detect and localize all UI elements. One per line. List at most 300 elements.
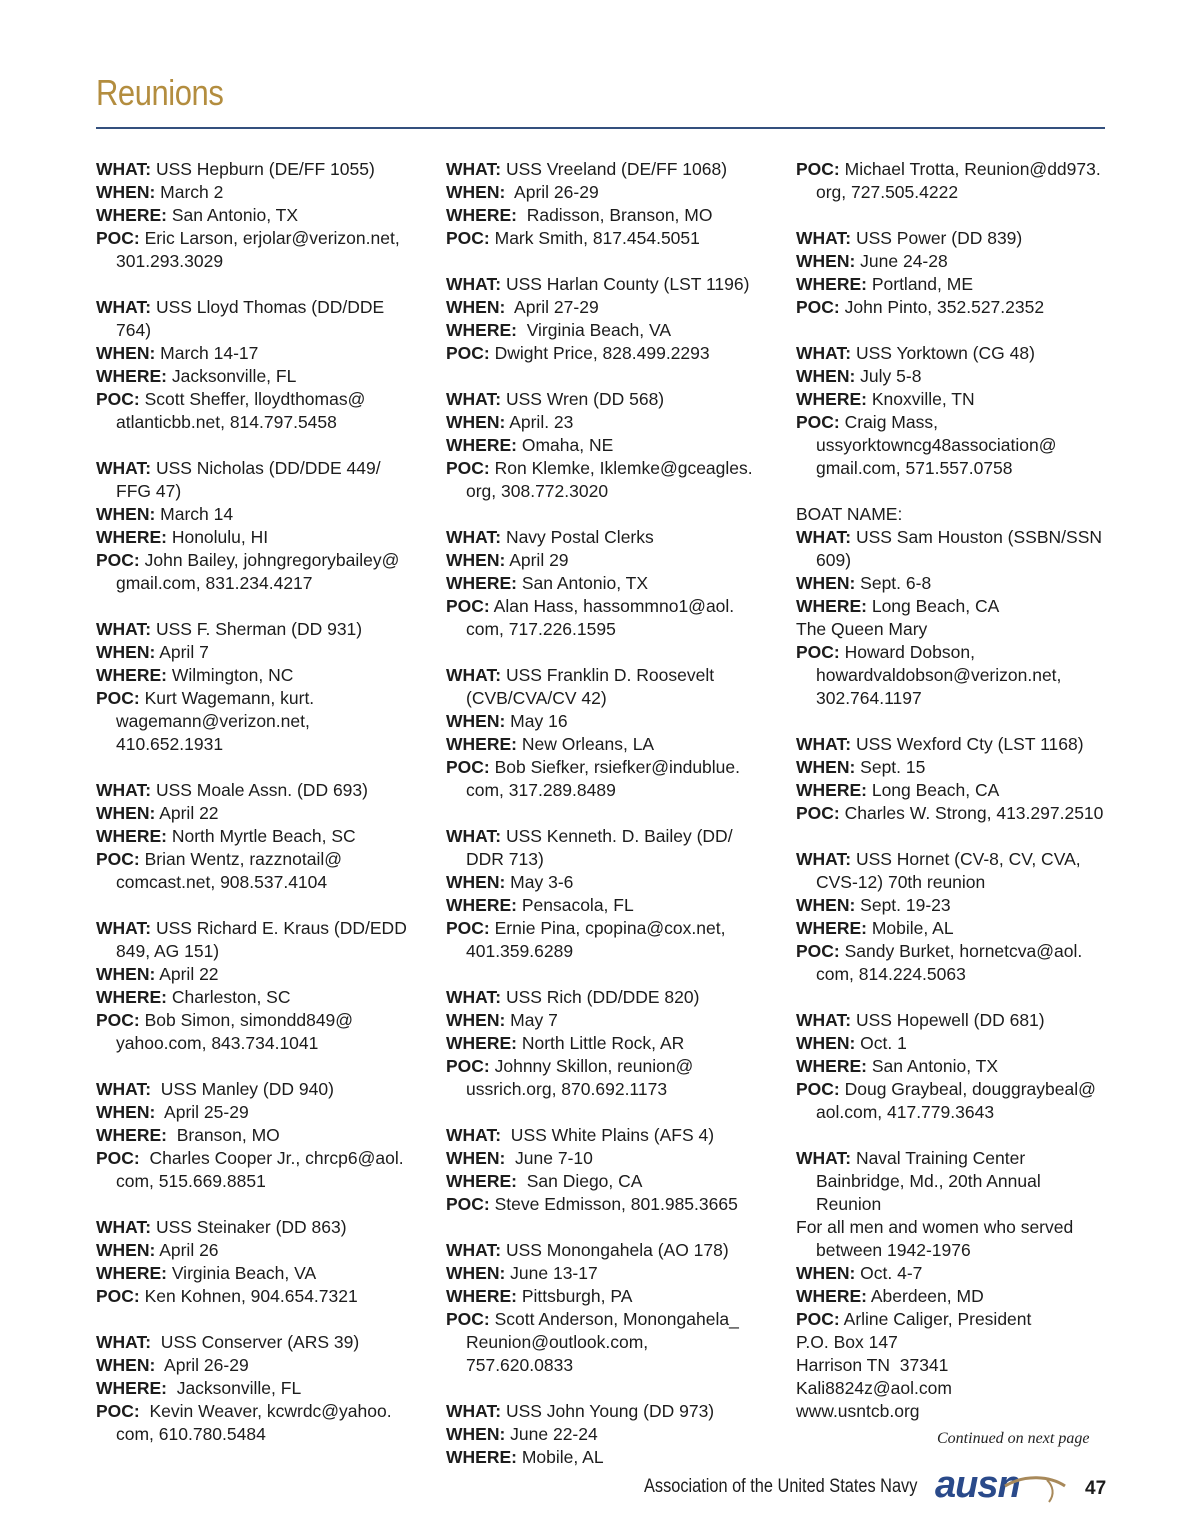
field-label: WHERE: — [796, 1286, 867, 1306]
entry-line — [446, 1170, 776, 1193]
field-value: (CVB/CVA/CV 42) — [466, 688, 607, 708]
entry-line — [446, 273, 776, 296]
field-value: March 2 — [155, 182, 224, 202]
field-label: WHEN: — [796, 757, 856, 777]
field-value: Kali8824z@aol.com — [796, 1378, 952, 1398]
entry-line — [796, 1170, 1116, 1193]
entry-line — [446, 733, 776, 756]
ausn-logo — [935, 1464, 1075, 1514]
field-value: USS Power (DD 839) — [851, 228, 1023, 248]
field-value: USS Kenneth. D. Bailey (DD/ — [501, 826, 733, 846]
entry-line — [446, 894, 776, 917]
field-label: WHAT: — [96, 297, 152, 317]
entry-line — [446, 618, 776, 641]
entry-line — [446, 388, 776, 411]
field-label: WHERE: — [796, 596, 867, 616]
entry-line — [446, 917, 776, 940]
field-label: POC: — [446, 228, 490, 248]
field-label: WHERE: — [796, 274, 867, 294]
field-value: 764) — [116, 320, 152, 340]
entry-line — [796, 158, 1116, 181]
field-value: Bob Simon, simondd849@ — [139, 1010, 354, 1030]
entry-line — [796, 365, 1116, 388]
field-value: USS Hepburn (DE/FF 1055) — [151, 159, 375, 179]
reunion-entry — [96, 618, 426, 756]
field-value: Steve Edmisson, 801.985.3665 — [489, 1194, 738, 1214]
field-value: gmail.com, 831.234.4217 — [116, 573, 313, 593]
field-value: Sandy Burket, hornetcva@aol. — [839, 941, 1083, 961]
entry-line — [96, 1285, 426, 1308]
field-value: The Queen Mary — [796, 619, 928, 639]
entry-line — [796, 848, 1116, 871]
field-value: North Little Rock, AR — [516, 1033, 685, 1053]
field-value: Charles W. Strong, 413.297.2510 — [839, 803, 1104, 823]
field-value: Mobile, AL — [866, 918, 954, 938]
field-value: comcast.net, 908.537.4104 — [116, 872, 328, 892]
entry-line — [796, 664, 1116, 687]
field-label: WHAT: — [96, 1079, 152, 1099]
reunion-entry — [96, 158, 426, 273]
page-number: 47 — [1085, 1478, 1107, 1499]
entry-line — [96, 227, 426, 250]
field-value: 301.293.3029 — [116, 251, 224, 271]
column-1 — [96, 158, 426, 1469]
entry-line — [446, 986, 776, 1009]
field-value: USS Moale Assn. (DD 693) — [151, 780, 368, 800]
entry-line — [446, 710, 776, 733]
field-value: USS Vreeland (DE/FF 1068) — [501, 159, 728, 179]
entry-line — [96, 871, 426, 894]
entry-line — [96, 388, 426, 411]
entry-line — [796, 388, 1116, 411]
field-label: POC: — [96, 1286, 140, 1306]
field-value: May 3-6 — [505, 872, 574, 892]
field-value: Naval Training Center — [851, 1148, 1026, 1168]
entry-line — [796, 549, 1116, 572]
entry-line — [446, 1055, 776, 1078]
field-label: WHAT: — [96, 1217, 152, 1237]
field-value: Johnny Skillon, reunion@ — [489, 1056, 694, 1076]
field-value: org, 727.505.4222 — [816, 182, 959, 202]
field-value: Charleston, SC — [166, 987, 291, 1007]
entry-line — [796, 503, 1116, 526]
field-value: wagemann@verizon.net, — [116, 711, 310, 731]
column-3 — [796, 158, 1116, 1446]
field-label: WHEN: — [96, 803, 156, 823]
field-value: June 13-17 — [505, 1263, 598, 1283]
entry-line — [96, 503, 426, 526]
entry-line — [446, 1009, 776, 1032]
entry-line — [446, 756, 776, 779]
reunion-entry — [446, 986, 776, 1101]
field-label: WHEN: — [96, 964, 156, 984]
field-value: Reunion@outlook.com, — [466, 1332, 649, 1352]
field-value: Oct. 4-7 — [855, 1263, 923, 1283]
entry-line — [96, 618, 426, 641]
field-value: USS Wren (DD 568) — [501, 389, 665, 409]
entry-line — [96, 526, 426, 549]
entry-line — [796, 940, 1116, 963]
entry-line — [446, 848, 776, 871]
field-value: 401.359.6289 — [466, 941, 574, 961]
field-label: POC: — [96, 228, 140, 248]
field-value: USS Richard E. Kraus (DD/EDD — [151, 918, 407, 938]
field-value: April 22 — [155, 803, 219, 823]
field-label: WHERE: — [446, 320, 517, 340]
field-value: Harrison TN 37341 — [796, 1355, 949, 1375]
field-label: WHEN: — [446, 297, 506, 317]
field-value: Pittsburgh, PA — [516, 1286, 633, 1306]
entry-line — [446, 204, 776, 227]
field-label: WHEN: — [96, 1355, 156, 1375]
field-value: Ron Klemke, Iklemke@gceagles. — [489, 458, 753, 478]
field-value: USS Harlan County (LST 1196) — [501, 274, 750, 294]
field-label: POC: — [796, 1309, 840, 1329]
field-value: May 7 — [505, 1010, 558, 1030]
title-divider — [96, 127, 1105, 129]
entry-line — [446, 1308, 776, 1331]
field-label: WHEN: — [96, 504, 156, 524]
entry-line — [96, 1262, 426, 1285]
field-label: POC: — [796, 1079, 840, 1099]
entry-line — [96, 963, 426, 986]
field-value: San Antonio, TX — [866, 1056, 998, 1076]
entry-line — [446, 1354, 776, 1377]
field-value: Jacksonville, FL — [166, 366, 297, 386]
field-label: WHERE: — [96, 1125, 167, 1145]
entry-line — [446, 1262, 776, 1285]
field-label: POC: — [446, 1056, 490, 1076]
reunion-entry — [446, 664, 776, 802]
field-value: 410.652.1931 — [116, 734, 224, 754]
entry-line — [96, 549, 426, 572]
entry-line — [446, 1147, 776, 1170]
field-label: WHEN: — [446, 412, 506, 432]
field-value: Portland, ME — [866, 274, 973, 294]
entry-line — [96, 825, 426, 848]
page-title: Reunions — [96, 72, 224, 113]
field-value: New Orleans, LA — [516, 734, 655, 754]
entry-line — [96, 1377, 426, 1400]
field-label: WHERE: — [96, 665, 167, 685]
entry-line — [96, 1354, 426, 1377]
entry-line — [446, 1078, 776, 1101]
field-label: WHEN: — [446, 1424, 506, 1444]
entry-line — [796, 1032, 1116, 1055]
entry-line — [446, 227, 776, 250]
entry-line — [796, 595, 1116, 618]
field-value: Long Beach, CA — [866, 596, 1000, 616]
field-label: WHAT: — [96, 159, 152, 179]
entry-line — [446, 1124, 776, 1147]
field-value: For all men and women who served — [796, 1217, 1074, 1237]
entry-line — [96, 1331, 426, 1354]
field-label: WHERE: — [446, 895, 517, 915]
field-label: WHEN: — [446, 1010, 506, 1030]
entry-line — [96, 733, 426, 756]
field-label: WHERE: — [96, 1263, 167, 1283]
field-label: WHEN: — [796, 1033, 856, 1053]
entry-line — [446, 664, 776, 687]
field-value: March 14 — [155, 504, 234, 524]
field-label: POC: — [446, 343, 490, 363]
field-value: May 16 — [505, 711, 568, 731]
entry-line — [96, 204, 426, 227]
entry-line — [796, 1331, 1116, 1354]
field-value: San Diego, CA — [516, 1171, 643, 1191]
field-label: WHAT: — [796, 734, 852, 754]
field-label: WHAT: — [446, 1401, 502, 1421]
field-value: USS Yorktown (CG 48) — [851, 343, 1035, 363]
entry-line — [446, 181, 776, 204]
reunion-entry — [446, 526, 776, 641]
field-label: POC: — [796, 803, 840, 823]
entry-line — [796, 411, 1116, 434]
field-value: gmail.com, 571.557.0758 — [816, 458, 1013, 478]
field-label: WHERE: — [446, 1033, 517, 1053]
entry-line — [446, 1446, 776, 1469]
field-label: WHAT: — [446, 274, 502, 294]
entry-line — [796, 1354, 1116, 1377]
entry-line — [446, 1239, 776, 1262]
field-label: WHEN: — [96, 642, 156, 662]
field-label: WHEN: — [96, 1240, 156, 1260]
field-value: April 26-29 — [505, 182, 599, 202]
entry-line — [96, 1400, 426, 1423]
entry-line — [96, 664, 426, 687]
field-label: WHERE: — [96, 366, 167, 386]
field-value: April. 23 — [505, 412, 574, 432]
entry-line — [446, 526, 776, 549]
field-value: Virginia Beach, VA — [166, 1263, 317, 1283]
reunion-entry — [796, 227, 1116, 319]
entry-line — [96, 1423, 426, 1446]
field-value: Ken Kohnen, 904.654.7321 — [139, 1286, 358, 1306]
entry-line — [446, 595, 776, 618]
entry-line — [96, 365, 426, 388]
entry-line — [796, 227, 1116, 250]
entry-line — [96, 1078, 426, 1101]
reunion-entry — [96, 779, 426, 894]
field-value: April 26 — [155, 1240, 219, 1260]
entry-line — [796, 1285, 1116, 1308]
entry-line — [96, 1216, 426, 1239]
entry-line — [96, 779, 426, 802]
field-value: www.usntcb.org — [796, 1401, 920, 1421]
entry-line — [446, 1423, 776, 1446]
field-value: Doug Graybeal, douggraybeal@ — [839, 1079, 1096, 1099]
field-value: ussyorktowncg48association@ — [816, 435, 1057, 455]
entry-line — [96, 917, 426, 940]
field-label: WHEN: — [96, 1102, 156, 1122]
field-value: Scott Anderson, Monongahela_ — [489, 1309, 739, 1329]
entry-line — [96, 1147, 426, 1170]
field-value: BOAT NAME: — [796, 504, 903, 524]
field-label: WHEN: — [796, 1263, 856, 1283]
entry-line — [96, 986, 426, 1009]
field-label: WHERE: — [446, 1447, 517, 1467]
field-label: WHAT: — [446, 1125, 502, 1145]
field-value: org, 308.772.3020 — [466, 481, 609, 501]
entry-line — [96, 687, 426, 710]
entry-line — [96, 1239, 426, 1262]
reunion-entry — [96, 917, 426, 1055]
field-value: Arline Caliger, President — [839, 1309, 1032, 1329]
field-label: WHEN: — [446, 1148, 506, 1168]
field-label: WHAT: — [796, 343, 852, 363]
field-label: WHERE: — [446, 734, 517, 754]
continued-note: Continued on next page — [937, 1430, 1090, 1447]
entry-line — [96, 296, 426, 319]
field-label: WHEN: — [796, 573, 856, 593]
entry-line — [796, 1377, 1116, 1400]
entry-line — [96, 848, 426, 871]
field-label: WHAT: — [796, 228, 852, 248]
field-value: com, 515.669.8851 — [116, 1171, 266, 1191]
entry-line — [446, 572, 776, 595]
entry-line — [796, 457, 1116, 480]
field-label: POC: — [796, 297, 840, 317]
entry-line — [796, 1400, 1116, 1423]
entry-line — [796, 572, 1116, 595]
entry-line — [446, 342, 776, 365]
field-value: com, 814.224.5063 — [816, 964, 966, 984]
entry-line — [796, 1101, 1116, 1124]
entry-line — [796, 296, 1116, 319]
field-value: Sept. 6-8 — [855, 573, 932, 593]
field-value: Reunion — [816, 1194, 882, 1214]
field-value: USS Nicholas (DD/DDE 449/ — [151, 458, 381, 478]
field-value: USS Franklin D. Roosevelt — [501, 665, 715, 685]
field-label: WHAT: — [446, 665, 502, 685]
entry-line — [796, 756, 1116, 779]
entry-line — [96, 319, 426, 342]
field-label: WHAT: — [446, 826, 502, 846]
reunion-entry — [446, 1124, 776, 1216]
field-value: Navy Postal Clerks — [501, 527, 654, 547]
field-value: 609) — [816, 550, 852, 570]
field-label: WHERE: — [796, 780, 867, 800]
entry-line — [796, 1055, 1116, 1078]
field-label: POC: — [96, 389, 140, 409]
field-value: USS Monongahela (AO 178) — [501, 1240, 729, 1260]
ausn-logo-text: ausn — [935, 1464, 1020, 1506]
field-label: WHERE: — [446, 1171, 517, 1191]
field-value: Ernie Pina, cpopina@cox.net, — [489, 918, 726, 938]
field-label: WHEN: — [96, 343, 156, 363]
field-value: San Antonio, TX — [516, 573, 648, 593]
field-value: San Antonio, TX — [166, 205, 298, 225]
entry-line — [96, 480, 426, 503]
entry-line — [796, 871, 1116, 894]
field-value: Branson, MO — [166, 1125, 280, 1145]
field-label: WHERE: — [446, 435, 517, 455]
field-label: WHAT: — [96, 1332, 152, 1352]
field-value: Bob Siefker, rsiefker@indublue. — [489, 757, 741, 777]
field-label: WHEN: — [446, 182, 506, 202]
field-value: April 26-29 — [155, 1355, 249, 1375]
reunion-entry — [796, 733, 1116, 825]
field-label: WHAT: — [96, 458, 152, 478]
entry-line — [796, 1239, 1116, 1262]
entry-line — [796, 1147, 1116, 1170]
field-label: POC: — [446, 918, 490, 938]
field-value: Honolulu, HI — [166, 527, 269, 547]
field-value: Aberdeen, MD — [866, 1286, 984, 1306]
entry-line — [796, 1078, 1116, 1101]
field-value: Brian Wentz, razznotail@ — [139, 849, 342, 869]
field-label: POC: — [96, 688, 140, 708]
field-value: Howard Dobson, — [839, 642, 975, 662]
field-label: WHERE: — [96, 826, 167, 846]
field-label: WHAT: — [96, 780, 152, 800]
field-value: April 22 — [155, 964, 219, 984]
field-label: WHEN: — [446, 550, 506, 570]
entry-line — [446, 1400, 776, 1423]
field-value: Mobile, AL — [516, 1447, 604, 1467]
entry-line — [446, 1193, 776, 1216]
field-value: between 1942-1976 — [816, 1240, 971, 1260]
field-value: Radisson, Branson, MO — [516, 205, 713, 225]
field-value: Dwight Price, 828.499.2293 — [489, 343, 710, 363]
field-value: com, 717.226.1595 — [466, 619, 616, 639]
entry-line — [446, 1331, 776, 1354]
entry-line — [96, 1170, 426, 1193]
field-value: 302.764.1197 — [816, 688, 922, 708]
field-value: Pensacola, FL — [516, 895, 634, 915]
reunion-entry — [96, 296, 426, 434]
entry-line — [96, 181, 426, 204]
field-value: Alan Hass, hassommno1@aol. — [489, 596, 735, 616]
entry-line — [446, 1285, 776, 1308]
field-label: WHEN: — [446, 1263, 506, 1283]
footer-association-name: Association of the United States Navy — [644, 1476, 918, 1497]
entry-line — [96, 411, 426, 434]
field-label: WHAT: — [96, 619, 152, 639]
field-value: aol.com, 417.779.3643 — [816, 1102, 995, 1122]
field-label: WHAT: — [446, 159, 502, 179]
field-value: USS Hopewell (DD 681) — [851, 1010, 1045, 1030]
field-label: POC: — [796, 941, 840, 961]
entry-line — [96, 457, 426, 480]
field-label: WHERE: — [796, 918, 867, 938]
entry-line — [796, 917, 1116, 940]
entry-line — [796, 1193, 1116, 1216]
field-value: USS Steinaker (DD 863) — [151, 1217, 347, 1237]
field-value: July 5-8 — [855, 366, 922, 386]
reunion-entry — [446, 158, 776, 250]
entry-line — [446, 1032, 776, 1055]
field-label: POC: — [796, 642, 840, 662]
field-value: USS Hornet (CV-8, CV, CVA, — [851, 849, 1081, 869]
field-value: June 7-10 — [505, 1148, 593, 1168]
entry-line — [796, 250, 1116, 273]
field-value: USS White Plains (AFS 4) — [501, 1125, 715, 1145]
field-value: Kevin Weaver, kcwrdc@yahoo. — [139, 1401, 392, 1421]
reunion-entry — [796, 158, 1116, 204]
field-value: John Bailey, johngregorybailey@ — [139, 550, 400, 570]
entry-line — [96, 710, 426, 733]
field-value: howardvaldobson@verizon.net, — [816, 665, 1062, 685]
entry-line — [796, 733, 1116, 756]
entry-line — [446, 779, 776, 802]
field-label: POC: — [446, 757, 490, 777]
entry-line — [446, 871, 776, 894]
entry-line — [446, 158, 776, 181]
field-value: Sept. 19-23 — [855, 895, 951, 915]
entry-line — [796, 1262, 1116, 1285]
field-value: Eric Larson, erjolar@verizon.net, — [139, 228, 400, 248]
